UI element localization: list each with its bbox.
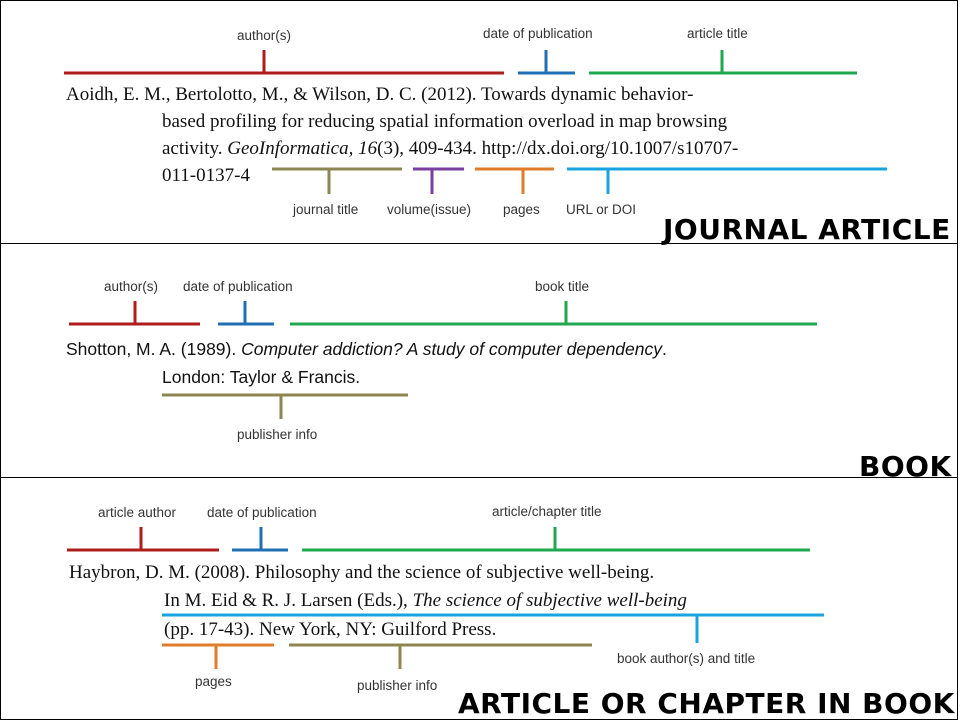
journal-volume-label: volume(issue) bbox=[387, 202, 472, 217]
book-line-1 bbox=[66, 336, 667, 362]
book-publisher-label: publisher info bbox=[237, 427, 318, 442]
journal-line-2: based profiling for reducing spatial information overload in map browsing bbox=[162, 111, 728, 132]
chapter-line-3: (pp. 17-43). New York, NY: Guilford Press. bbox=[164, 619, 497, 640]
book-line-2: London: Taylor & Francis. bbox=[162, 367, 361, 387]
book-line-1-post: . bbox=[662, 339, 667, 359]
journal-journal-label: journal title bbox=[293, 202, 359, 217]
journal-line-3-pre: activity. bbox=[162, 138, 228, 159]
chapter-line-2-pre: In M. Eid & R. J. Larsen (Eds.), bbox=[164, 590, 413, 611]
book-date-label: date of publication bbox=[183, 279, 293, 294]
book-heading: BOOK bbox=[859, 450, 952, 483]
chapter-book-italic: The science of subjective well-being bbox=[412, 590, 687, 611]
journal-url-label: URL or DOI bbox=[566, 202, 637, 217]
chapter-authors-label: article author bbox=[98, 505, 177, 520]
journal-line-3 bbox=[162, 135, 738, 162]
chapter-pages-label: pages bbox=[195, 674, 232, 689]
chapter-line-2 bbox=[164, 587, 687, 614]
chapter-line-1: Haybron, D. M. (2008). Philosophy and the science of subjective well-being. bbox=[69, 562, 655, 583]
journal-line-3-post: (3), 409-434. http://dx.doi.org/10.1007/s10707- bbox=[377, 138, 739, 159]
journal-line-4: 011-0137-4 bbox=[162, 165, 250, 186]
book-authors-label: author(s) bbox=[104, 279, 159, 294]
journal-authors-label: author(s) bbox=[237, 28, 292, 43]
chapter-date-label: date of publication bbox=[207, 505, 317, 520]
journal-name-italic: GeoInformatica, 16 bbox=[227, 138, 378, 159]
journal-date-label: date of publication bbox=[483, 26, 593, 41]
journal-line-1: Aoidh, E. M., Bertolotto, M., & Wilson, D. C. (2012). Towards dynamic behavior- bbox=[66, 84, 694, 105]
book-line-1-pre: Shotton, M. A. (1989). bbox=[66, 339, 242, 359]
chapter-publisher-label: publisher info bbox=[357, 678, 438, 693]
book-title-italic: Computer addiction? A study of computer dependency bbox=[241, 339, 663, 359]
chapter-title-label: article/chapter title bbox=[492, 504, 602, 519]
book-title-label: book title bbox=[535, 279, 590, 294]
chapter-book-label: book author(s) and title bbox=[617, 651, 756, 666]
journal-pages-label: pages bbox=[503, 202, 540, 217]
chapter-heading: ARTICLE OR CHAPTER IN BOOK bbox=[458, 687, 955, 720]
journal-title-label: article title bbox=[687, 26, 748, 41]
journal-heading: JOURNAL ARTICLE bbox=[663, 213, 951, 246]
